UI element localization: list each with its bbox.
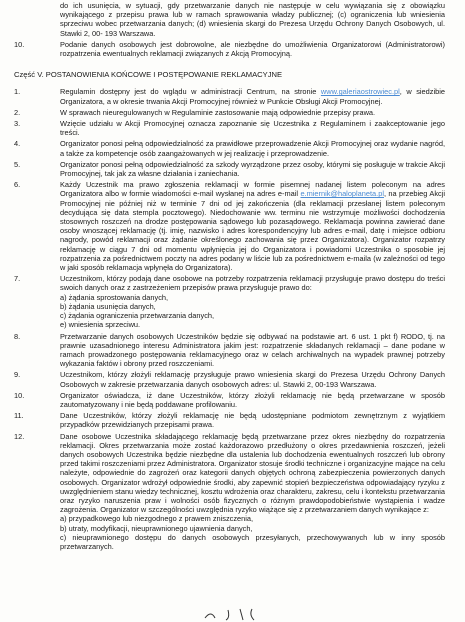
sub-item: e) wniesienia sprzeciwu. [60,320,141,330]
item-number: 11. [14,411,24,421]
item-text-segment: Organizator oświadcza, iż dane Uczestników, którzy złożyli reklamację nie będą przetwarzane w sposób zautomatyzowany i nie będą poddawane profilowaniu. [60,390,445,409]
sub-item: b) utraty, modyfikacji, nieuprawnionego ujawnienia danych, [60,523,253,533]
list-item [14,411,453,429]
list-item [14,332,453,369]
item-number: 3. [14,119,21,129]
item-text [60,87,453,105]
item-text-segment: Dane Uczestników, którzy złożyli reklamację nie będą udostępniane podmiotom zewnętrznym z wyjątkiem przypadków przewidzianych przepisami prawa. [60,411,445,430]
item-text-segment: Przetwarzanie danych osobowych Uczestników będzie się odbywać na podstawie art. 6 ust. 1 pkt f) RODO, tj. na prawnie uzasadnionego interesu Administratora jakim jest: rozpatrzenie składanych reklamacji – dane podane w ramach prowadzonego postępowania reklamacyjnego oraz w celach archiwalnych na wypadek prawnej potrzeby wykazania faktów i obrony przed roszczeniami. [60,331,445,369]
section-heading: Część V. POSTANOWIENIA KOŃCOWE I POSTĘPOWANIE REKLAMACYJNE [14,70,283,80]
item-text [60,411,453,429]
list-item [14,119,453,137]
item-text-segment: Uczestnikom, którzy złożyli reklamację przysługuje prawo wniesienia skargi do Prezesa Urzędu Ochrony Danych Osobowych w zakresie przetwarzania danych osobowych adres: ul. Stawki 2, 00-193 Warszawa. [60,370,445,389]
item-text [60,180,453,272]
item-text-segment: , w siedzibie Organizatora, a w okresie trwania Akcji Promocyjnej również w Punkcie Obsługi Akcji Promocyjnej. [60,87,445,106]
item-text-segment: Organizator ponosi pełną odpowiedzialność za prawidłowe przeprowadzenie Akcji Promocyjnej oraz wydanie nagród, a także za kompetencje osób zaangażowanych w jej realizację i przeprowadzenie. [60,139,445,158]
item-text [60,108,453,117]
inline-link[interactable]: e.miernik@haloplaneta.pl [300,189,384,199]
item-text-segment: Dane osobowe Uczestnika składającego reklamację będą przetwarzane przez okres niezbędny do rozpatrzenia reklamacji. Okres przetwarzania może zostać każdorazowo przedłużony o okres przedawnienia roszczeń, jeżeli danych osobowych Uczestnika będzie niezbędne dla ustalenia lub dochodzenia ewentualnych roszczeń lub obrony przed takimi roszczeniami przez Administratora. Organizator stosuje środki techniczne i organizacyjne mające na celu należyte, odpowiednie do zagrożeń oraz kategorii danych objętych ochroną zabezpieczenia powierzonych danych osobowych. Organizator wdrożył odpowiednie środki, aby zapewnić stopień bezpieczeństwa odpowiadający ryzyku z uwzględnieniem stanu wiedzy technicznej, kosztu wdrożenia oraz charakteru, zakresu, celu i kontekstu przetwarzania oraz ryzyko naruszenia praw i wolności osób fizycznych o różnym prawdopodobieństwie wystąpienia i wadze zagrożenia. Organizator w szczególności uwzględnia ryzyko wiążące się z przetwarzaniem danych wynikające z: [60,431,445,515]
list-item [14,160,453,178]
item-text [60,332,453,369]
item-number: 1. [14,87,21,97]
item-text [60,160,453,178]
list-item [14,87,453,105]
section-items [14,87,453,551]
item-text-segment: Każdy Uczestnik ma prawo zgłoszenia reklamacji w formie pisemnej nadanej listem poleconym na adres Organizatora albo w formie wiadomości e-mail wysłanej na adres e-mail [60,180,445,199]
item-text-segment: Organizator ponosi pełną odpowiedzialność za szkody wyrządzone przez osoby, którymi się posługuje w trakcie Akcji Promocyjnej, tak jak za własne działania i zaniechania. [60,159,445,179]
item-number: 4. [14,139,21,149]
list-item [14,432,453,552]
item-number: 6. [14,180,21,190]
item-number: 2. [14,107,21,117]
list-item [14,274,453,329]
item-text [60,139,453,157]
item-text-segment: Wzięcie udziału w Akcji Promocyjnej oznacza zapoznanie się Uczestnika z Regulaminem i zaakceptowanie jego treści. [60,119,445,138]
item-number: 8. [14,331,21,341]
item-text-segment: Regulamin dostępny jest do wglądu w administracji Centrum, na stronie [60,87,321,97]
item-number: 10. [14,390,25,400]
sub-item: b) żądania usunięcia danych, [60,301,156,311]
item-number: 9. [14,370,21,380]
list-item [14,370,453,388]
item-number: 12. [14,431,25,441]
item-number: 10. [14,39,25,49]
item-text-segment: Uczestnikom, którzy podają dane osobowe na potrzeby rozpatrzenia reklamacji przysługuje prawo dostępu do treści swoich danych oraz z zastrzeżeniem przepisów prawa przysługuje prawo do: [60,274,445,293]
sub-item: a) przypadkowego lub niezgodnego z prawem zniszczenia, [60,514,254,524]
list-item [14,180,453,272]
sub-item: c) nieuprawnionego dostępu do danych osobowych przesyłanych, przechowywanych lub w inny sposób przetwarzanych. [60,532,445,551]
inline-link[interactable]: www.galeriaostrowiec.pl [320,87,400,97]
item-text [60,119,453,137]
list-item-prev-10 [14,40,453,58]
item-text [60,432,453,552]
item-text [60,391,453,409]
item-text [60,274,453,329]
item-text-segment: W sprawach nieuregulowanych w Regulaminie zastosowanie mają odpowiednie przepisy prawa. [60,107,376,117]
list-item [14,139,453,157]
item-text [60,370,453,388]
continued-paragraph: do ich usunięcia, w sytuacji, gdy przetwarzanie danych nie następuje w celu wywiązania się z obowiązku wynikającego z przepisu prawa lub w ramach sprawowania władzy publicznej; (c) ograniczenia lub wniesienia sprzeciwu wobec przetwarzania danych; (d) wniesienia skargi do Prezesa Urzędu Ochrony Danych Osobowych, ul. Stawki 2, 00- 193 Warszawa. [60,1,445,38]
list-item [14,108,453,117]
sub-item: a) żądania sprostowania danych, [60,292,169,302]
item-text-segment: , na przebieg Akcji Promocyjnej nie później niż w terminie 7 dni od jej zakończenia (dla reklamacji przesłanej listem poleconym decydująca się data stempla pocztowego). Niedochowanie ww. terminu nie wstrzymuje możliwości dochodzenia stosownych roszczeń na drodze postępowania sądowego lub pozasądowego. Reklamacja powinna zawierać dane osoby wnoszącej reklamację (tj. imię, nazwisko i adres korespondencyjny lub adres e-mail, datę i miejsce odbioru nagrody, powód reklamacji oraz żądanie określonego zachowania się przez Organizatora). Organizator rozpatrzy reklamację w ciągu 7 dni od momentu wpłynięcia jej do Organizatora i powiadomi Uczestnika o sposobie jej rozpatrzenia za pośrednictwem poczty na adres podany w liście lub za pośrednictwem e-maila (w zależności od tego w jaki sposób reklamacja wpłynęła do Organizatora). [60,189,445,273]
item-number: 7. [14,274,21,284]
item-number: 5. [14,159,21,169]
list-item [14,391,453,409]
item-text: Podanie danych osobowych jest dobrowolne, ale niezbędne do umożliwienia Organizatorowi (Administratorowi) rozpatrzenia ewentualnych reklamacji związanych z Akcją Promocyjną. [60,39,445,59]
sub-item: c) żądania ograniczenia przetwarzania danych, [60,311,215,321]
